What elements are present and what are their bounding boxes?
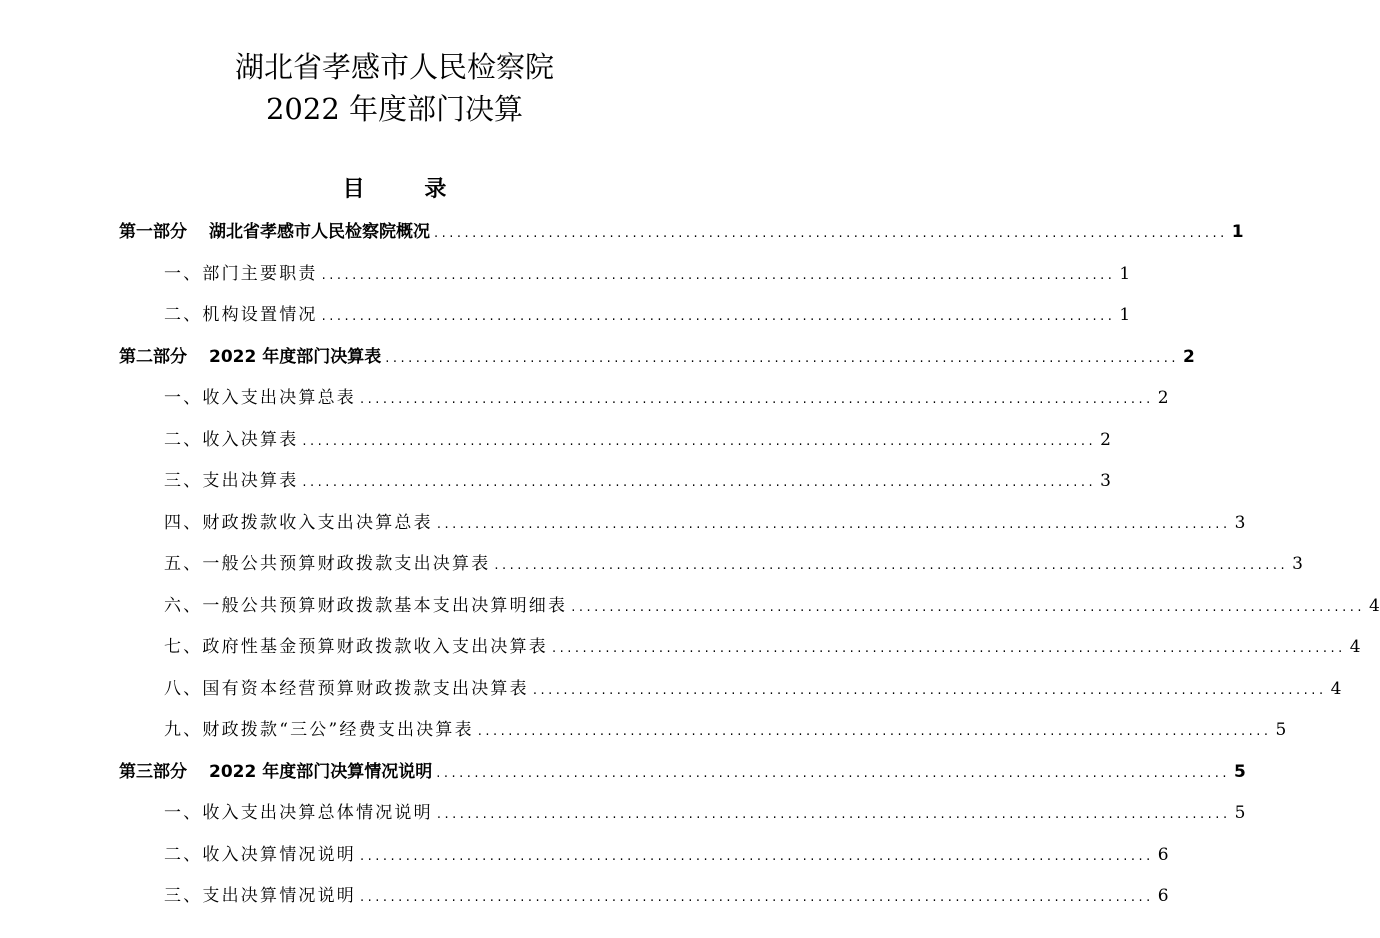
toc-entry-label: 2022 年度部门决算情况说明 <box>209 761 433 782</box>
toc-entry-part-3[interactable] <box>119 752 1246 794</box>
toc-dot-leader: ........................................................................................................ <box>321 267 1116 283</box>
toc-entry[interactable] <box>119 627 1361 669</box>
toc-page-number: 6 <box>1157 844 1169 865</box>
toc-entry-label: 二、收入决算表 <box>164 429 299 450</box>
toc-entry-label: 湖北省孝感市人民检察院概况 <box>209 222 430 242</box>
toc-entry[interactable] <box>119 295 1131 337</box>
toc-dot-leader: ........................................................................................................ <box>436 765 1230 781</box>
toc-entry-label: 一、部门主要职责 <box>164 263 318 284</box>
toc-page-number: 2 <box>1100 429 1111 450</box>
toc-dot-leader: ........................................................................................................ <box>494 558 1289 573</box>
toc-dot-leader: ........................................................................................................ <box>436 516 1231 532</box>
toc-entry-label: 八、国有资本经营预算财政拨款支出决算表 <box>164 678 529 699</box>
toc-page-number: 1 <box>1119 263 1131 284</box>
toc-entry[interactable] <box>119 586 1380 628</box>
toc-part-number: 第一部分 <box>119 222 187 242</box>
toc-entry[interactable] <box>119 378 1169 420</box>
toc-page-number: 2 <box>1183 346 1195 367</box>
toc-entry-label: 六、一般公共预算财政拨款基本支出决算明细表 <box>164 595 568 616</box>
toc-entry-label: 五、一般公共预算财政拨款支出决算表 <box>164 554 491 574</box>
toc-page-number: 6 <box>1157 886 1169 906</box>
toc-entry-label: 一、收入支出决算总体情况说明 <box>164 803 433 823</box>
toc-page-number: 5 <box>1275 720 1287 740</box>
document-title-line1: 湖北省孝感市人民检察院 <box>234 50 554 84</box>
toc-dot-leader: ........................................................................................................ <box>436 807 1231 822</box>
toc-page-number: 5 <box>1234 761 1246 782</box>
toc-entry[interactable] <box>119 544 1303 586</box>
toc-entry-label: 七、政府性基金预算财政拨款收入支出决算表 <box>164 637 548 657</box>
toc-entry-label: 二、机构设置情况 <box>164 305 318 325</box>
toc-dot-leader: ........................................................................................................ <box>360 890 1154 905</box>
toc-entry[interactable] <box>119 876 1169 918</box>
toc-page-number: 3 <box>1234 512 1246 533</box>
toc-entry[interactable] <box>119 420 1111 462</box>
toc-dot-leader: ........................................................................................................ <box>552 641 1346 656</box>
toc-heading: 目 录 <box>342 177 473 202</box>
table-of-contents <box>119 212 1380 918</box>
toc-dot-leader: ........................................................................................................ <box>302 475 1097 490</box>
toc-dot-leader: ........................................................................................................ <box>302 433 1097 449</box>
toc-entry-label: 一、收入支出决算总表 <box>164 388 356 408</box>
toc-page-number: 4 <box>1349 637 1361 657</box>
toc-dot-leader: ........................................................................................................ <box>532 682 1327 698</box>
document-title-line2: 2022 年度部门决算 <box>265 92 524 126</box>
toc-part-number: 第三部分 <box>119 761 187 782</box>
toc-dot-leader: ........................................................................................................ <box>385 350 1179 366</box>
toc-entry-label: 九、财政拨款“三公”经费支出决算表 <box>164 720 474 740</box>
toc-page-number: 2 <box>1157 388 1169 408</box>
toc-entry-part-1[interactable] <box>119 212 1244 254</box>
toc-entry[interactable] <box>119 669 1342 711</box>
toc-page-number: 1 <box>1231 222 1244 242</box>
toc-entry-label: 二、收入决算情况说明 <box>164 844 356 865</box>
toc-part-number: 第二部分 <box>119 346 187 367</box>
toc-page-number: 1 <box>1119 305 1131 325</box>
toc-dot-leader: ........................................................................................................ <box>477 724 1272 739</box>
toc-entry-label: 2022 年度部门决算表 <box>209 346 382 367</box>
toc-dot-leader: ........................................................................................................ <box>360 392 1154 407</box>
toc-dot-leader: ........................................................................................................ <box>434 226 1228 241</box>
toc-page-number: 4 <box>1368 595 1380 616</box>
toc-entry-label: 三、支出决算情况说明 <box>164 886 356 906</box>
toc-page-number: 4 <box>1330 678 1342 699</box>
toc-dot-leader: ........................................................................................................ <box>321 309 1116 324</box>
toc-entry[interactable] <box>119 461 1111 503</box>
toc-entry[interactable] <box>119 793 1246 835</box>
toc-entry[interactable] <box>119 503 1246 545</box>
toc-page-number: 3 <box>1292 554 1303 574</box>
toc-page-number: 5 <box>1234 803 1246 823</box>
toc-entry-label: 三、支出决算表 <box>164 471 299 491</box>
toc-entry-part-2[interactable] <box>119 337 1195 379</box>
toc-entry[interactable] <box>119 710 1287 752</box>
toc-dot-leader: ........................................................................................................ <box>571 599 1365 615</box>
toc-entry[interactable] <box>119 254 1131 296</box>
toc-page-number: 3 <box>1100 471 1111 491</box>
toc-entry[interactable] <box>119 835 1169 877</box>
toc-dot-leader: ........................................................................................................ <box>360 848 1154 864</box>
toc-entry-label: 四、财政拨款收入支出决算总表 <box>164 512 433 533</box>
